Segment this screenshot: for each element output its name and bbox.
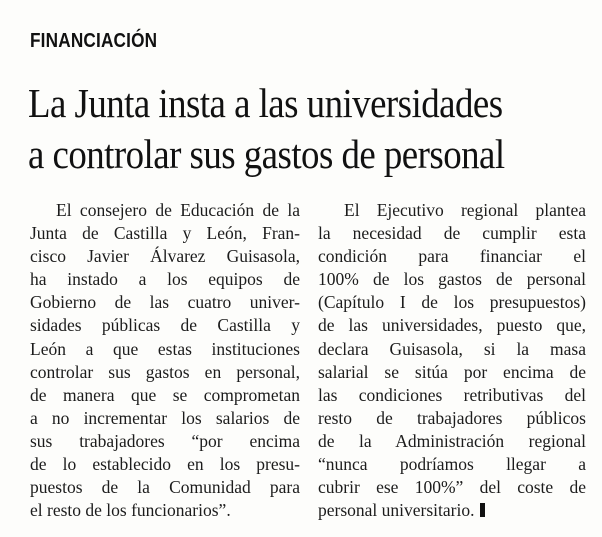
body-line: resto de trabajadores públicos <box>318 407 586 428</box>
body-line: declara Guisasola, si la masa <box>318 338 586 359</box>
body-line: puestos de la Comunidad para <box>30 477 300 498</box>
headline-line-1: La Junta insta a las universidades <box>28 80 503 126</box>
body-line: sus trabajadores “por encima <box>30 430 300 451</box>
end-of-article-mark <box>480 503 485 517</box>
section-label: FINANCIACIÓN <box>30 30 158 52</box>
body-column-right <box>318 199 586 522</box>
body-line: el resto de los funcionarios”. <box>30 500 231 521</box>
body-line: Junta de Castilla y León, Fran- <box>30 223 300 244</box>
body-line: Gobierno de las cuatro univer- <box>30 292 300 313</box>
body-line: las condiciones retributivas del <box>318 384 586 405</box>
body-line: de las universidades, puesto que, <box>318 315 586 336</box>
body-line: controlar sus gastos en personal, <box>30 361 300 382</box>
headline <box>28 78 532 180</box>
body-line: ha instado a los equipos de <box>30 269 300 290</box>
body-line: cisco Javier Álvarez Guisasola, <box>30 246 300 267</box>
body-line: (Capítulo I de los presupuestos) <box>318 292 586 313</box>
body-line: a no incrementar los salarios de <box>30 407 300 428</box>
headline-line-2: a controlar sus gastos de personal <box>28 131 505 177</box>
body-column-left <box>30 199 300 522</box>
body-line: de lo establecido en los presu- <box>30 454 300 475</box>
body-line: salarial se sitúa por encima de <box>318 361 586 382</box>
body-line: de la Administración regional <box>318 430 586 451</box>
body-line: condición para financiar el <box>318 246 586 267</box>
body-line: El consejero de Educación de la <box>56 200 300 220</box>
body-line: León a que estas instituciones <box>30 338 300 359</box>
body-line: El Ejecutivo regional plantea <box>344 200 586 220</box>
body-line-text: personal universitario. <box>318 500 475 521</box>
body-line: cubrir ese 100%” del coste de <box>318 477 586 498</box>
body-line: “nunca podríamos llegar a <box>318 454 586 475</box>
body-line-final <box>318 499 586 522</box>
body-line: de manera que se comprometan <box>30 384 300 405</box>
body-line: 100% de los gastos de personal <box>318 269 586 290</box>
body-line: sidades públicas de Castilla y <box>30 315 300 336</box>
body-line: la necesidad de cumplir esta <box>318 223 586 244</box>
